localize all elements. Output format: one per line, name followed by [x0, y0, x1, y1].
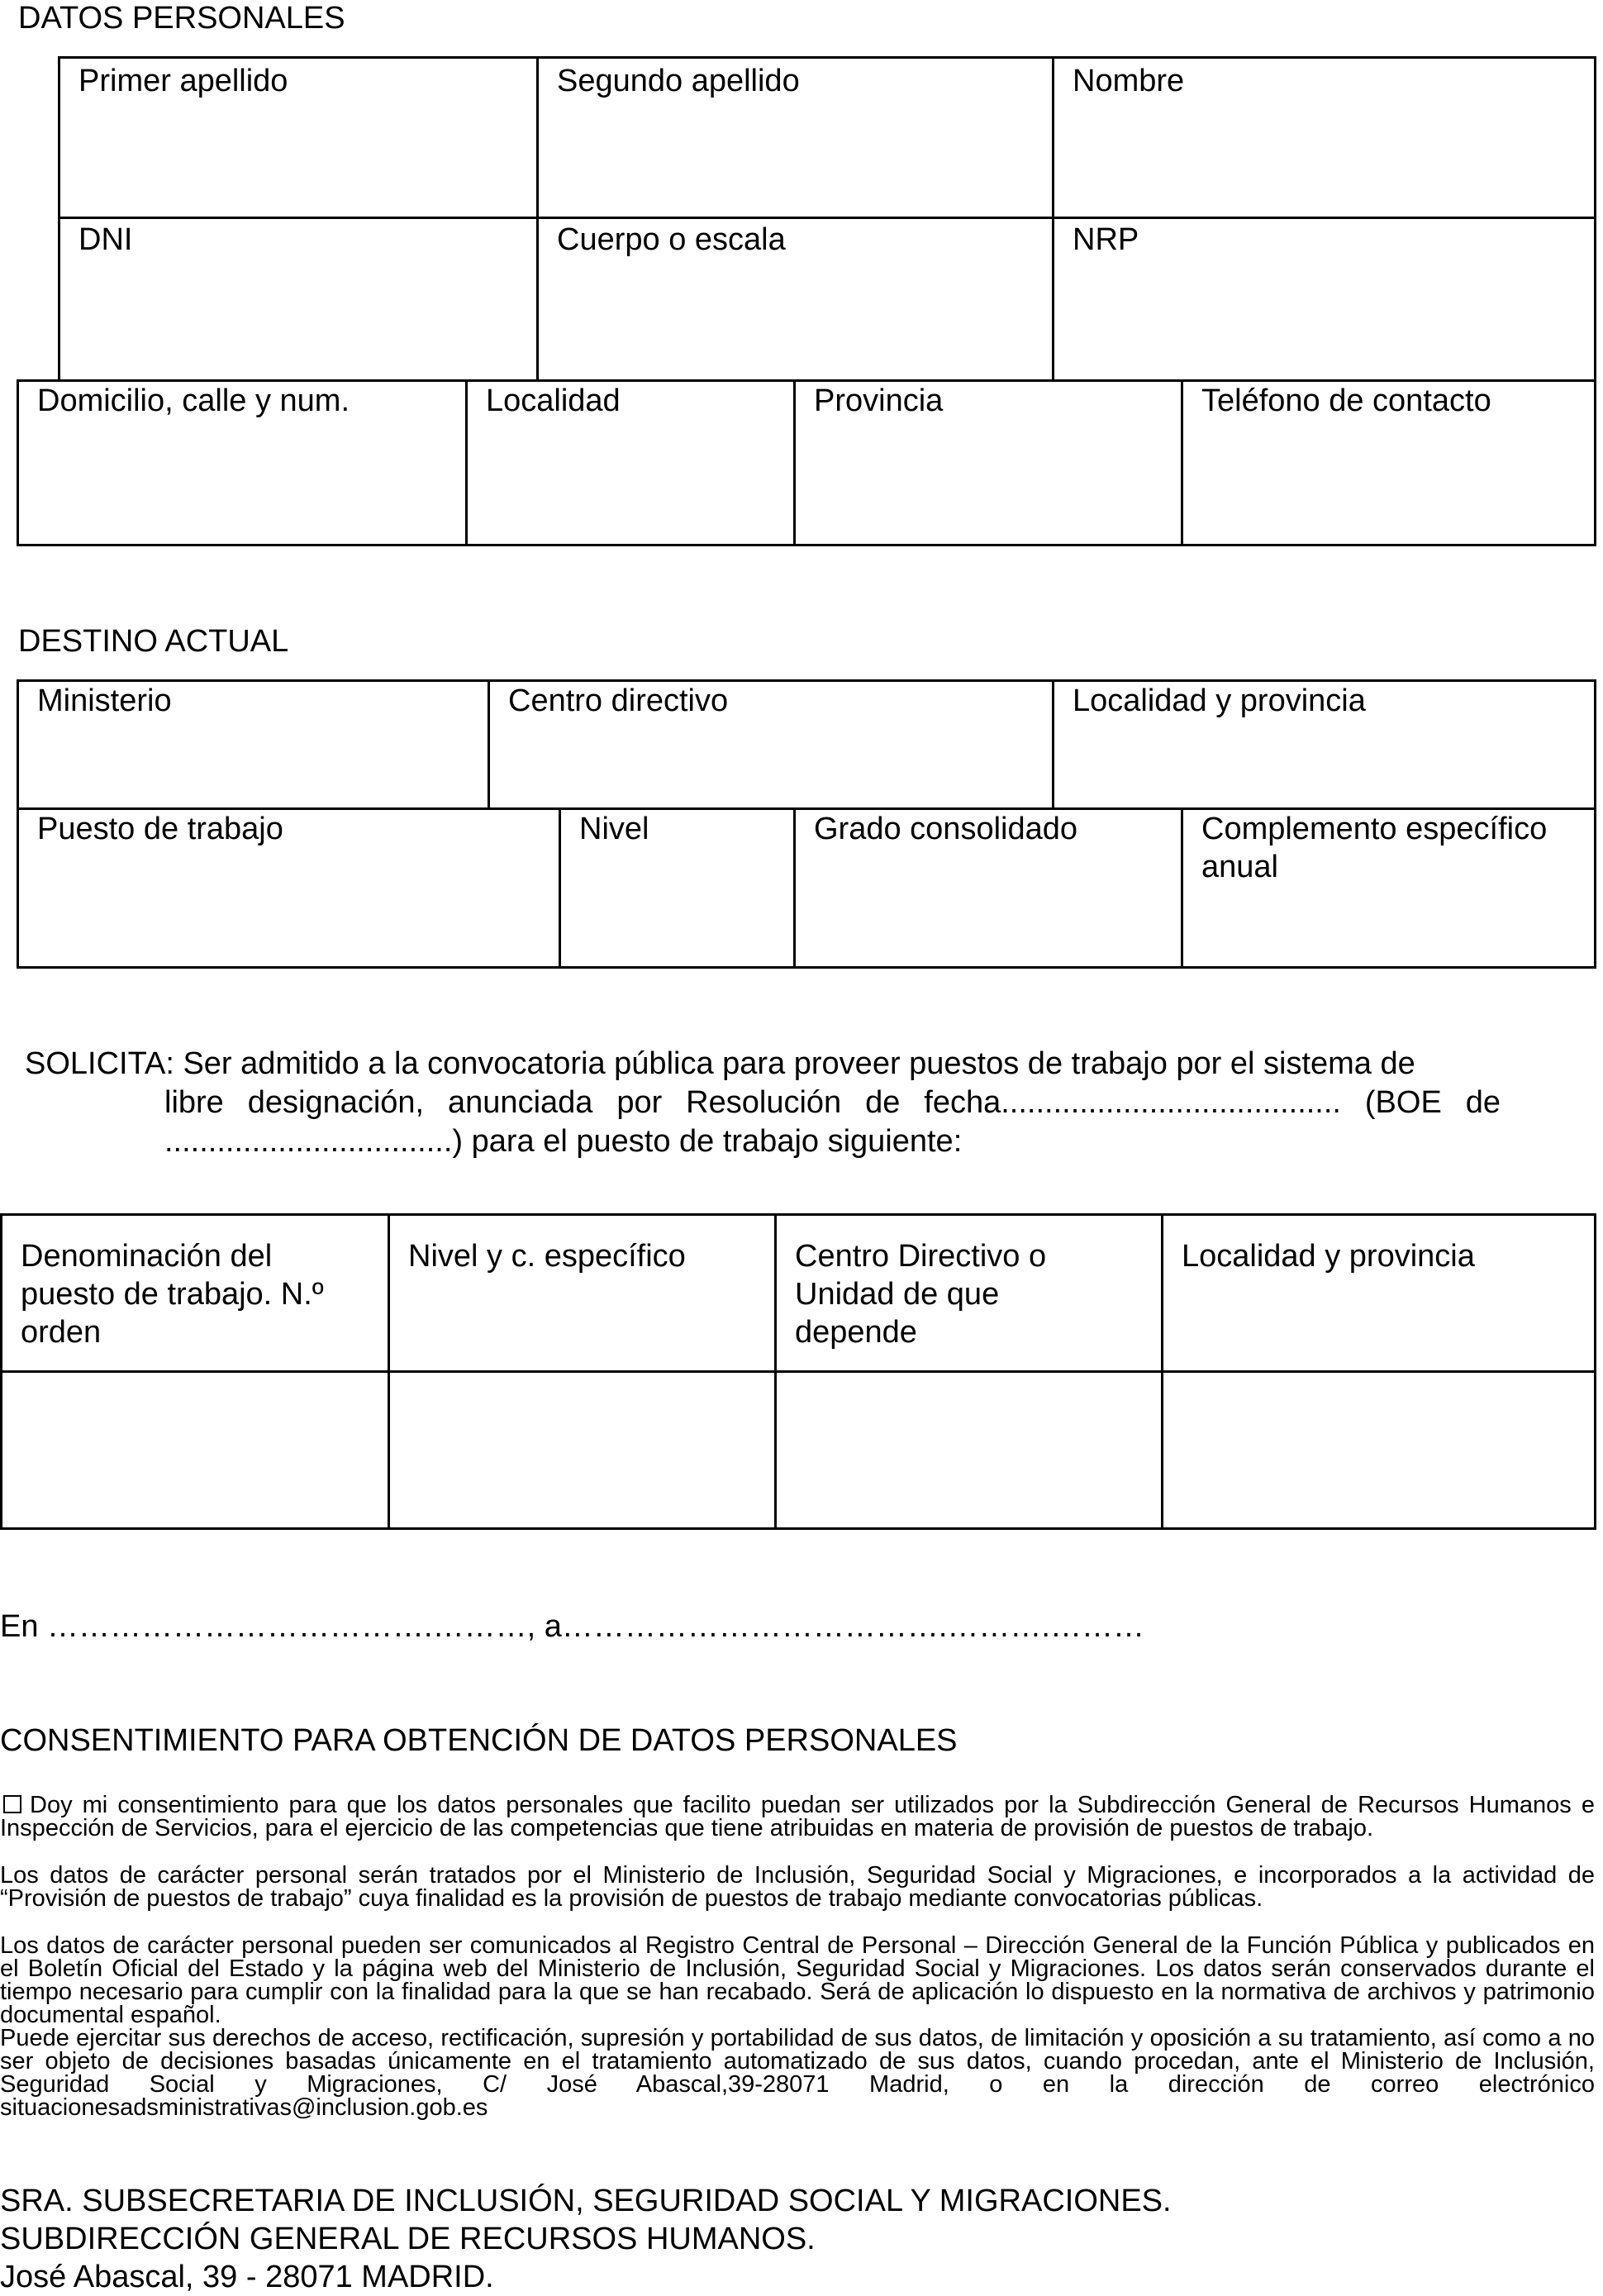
destinatario-line-2: SUBDIRECCIÓN GENERAL DE RECURSOS HUMANOS. [0, 2222, 816, 2256]
header-centro-directivo: Centro Directivo o Unidad de que depende [795, 1239, 1047, 1350]
field-nivel[interactable]: Nivel [579, 812, 649, 846]
field-complemento-especifico[interactable]: Complemento específico anual [1201, 812, 1548, 884]
datos-personales-grid-top [58, 56, 1596, 382]
puesto-solicitado-grid [0, 1213, 1596, 1530]
field-grado-consolidado[interactable]: Grado consolidado [814, 812, 1077, 846]
solicita-line-3: .................................) para el puesto de trabajo siguiente: [164, 1124, 963, 1159]
consent-paragraph-2: Los datos de carácter personal pueden ser comunicados al Registro Central de Personal – Dirección General de la Función Pública y publicados en el Boletín Oficial del Estado y la página web del Ministerio de Inclusión, Seguridad Social y Migraciones. Los datos serán conservados durante el tiempo necesario para cumplir con la finalidad para la que se han recabado. Será de aplicación lo dispuesto en la normativa de archivos y patrimonio documental español. [0, 1932, 1595, 2028]
destino-actual-title: DESTINO ACTUAL [18, 624, 289, 659]
input-localidad-provincia[interactable] [1163, 1373, 1594, 1527]
consentimiento-title: CONSENTIMIENTO PARA OBTENCIÓN DE DATOS PERSONALES [0, 1723, 958, 1758]
field-puesto-trabajo[interactable]: Puesto de trabajo [37, 812, 283, 846]
solicita-line-1: SOLICITA: Ser admitido a la convocatoria pública para proveer puestos de trabajo por el sistema de [25, 1046, 1415, 1081]
consent-paragraph-3: Puede ejercitar sus derechos de acceso, rectificación, supresión y portabilidad de sus datos, de limitación y oposición a su tratamiento, así como a no ser objeto de decisiones basadas únicamente en el tratamiento automatizado de sus datos, cuando procedan, ante el Ministerio de Inclusión, Seguridad Social y Migraciones, C/ José Abascal,39-28071 Madrid, o en la dirección de correo electrónico situacionesadsministrativas@inclusion.gob.es [0, 2025, 1595, 2121]
solicita-line-2: libre designación, anunciada por Resolución de fecha....................................... (BOE de [164, 1085, 1501, 1120]
consent-checkbox-row [0, 1793, 1595, 1840]
input-denominacion[interactable] [2, 1373, 388, 1527]
input-centro-directivo[interactable] [777, 1373, 1161, 1527]
consent-paragraph-1: Los datos de carácter personal serán tratados por el Ministerio de Inclusión, Seguridad Social y Migraciones, e incorporados a la actividad de “Provisión de puestos de trabajo” cuya finalidad es la provisión de puestos de trabajo mediante convocatorias públicas. [0, 1862, 1595, 1912]
header-nivel-especifico: Nivel y c. específico [408, 1239, 686, 1274]
field-nombre[interactable]: Nombre [1073, 64, 1185, 98]
destino-actual-grid [17, 679, 1596, 969]
field-domicilio[interactable]: Domicilio, calle y num. [37, 383, 350, 418]
field-provincia[interactable]: Provincia [814, 383, 944, 418]
datos-personales-grid-bottom [17, 379, 1596, 546]
input-nivel-especifico[interactable] [390, 1373, 774, 1527]
field-localidad-provincia[interactable]: Localidad y provincia [1073, 684, 1366, 718]
header-denominacion: Denominación del puesto de trabajo. N.º orden [21, 1239, 324, 1350]
header-localidad-provincia: Localidad y provincia [1182, 1239, 1475, 1274]
field-dni[interactable]: DNI [78, 222, 133, 257]
destinatario-line-3: José Abascal, 39 - 28071 MADRID. [0, 2260, 494, 2294]
field-primer-apellido[interactable]: Primer apellido [78, 64, 288, 98]
consent-checkbox-icon[interactable] [3, 1795, 21, 1813]
field-centro-directivo[interactable]: Centro directivo [508, 684, 729, 718]
destinatario-line-1: SRA. SUBSECRETARIA DE INCLUSIÓN, SEGURIDAD SOCIAL Y MIGRACIONES. [0, 2184, 1172, 2218]
field-localidad[interactable]: Localidad [486, 383, 621, 418]
lugar-fecha[interactable]: En ……………………………….………, a……………………………….……….……… [0, 1609, 1144, 1644]
field-telefono[interactable]: Teléfono de contacto [1201, 383, 1491, 418]
field-ministerio[interactable]: Ministerio [37, 684, 172, 718]
datos-personales-title: DATOS PERSONALES [18, 1, 345, 36]
field-nrp[interactable]: NRP [1073, 222, 1139, 257]
consent-checkbox-text: Doy mi consentimiento para que los datos personales que facilito puedan ser utilizados por la Subdirección General de Recursos Humanos e Inspección de Servicios, para el ejercicio de las competencias que tiene atribuidas en materia de provisión de puestos de trabajo. [0, 1792, 1595, 1841]
field-cuerpo-escala[interactable]: Cuerpo o escala [557, 222, 786, 257]
field-segundo-apellido[interactable]: Segundo apellido [557, 64, 800, 98]
